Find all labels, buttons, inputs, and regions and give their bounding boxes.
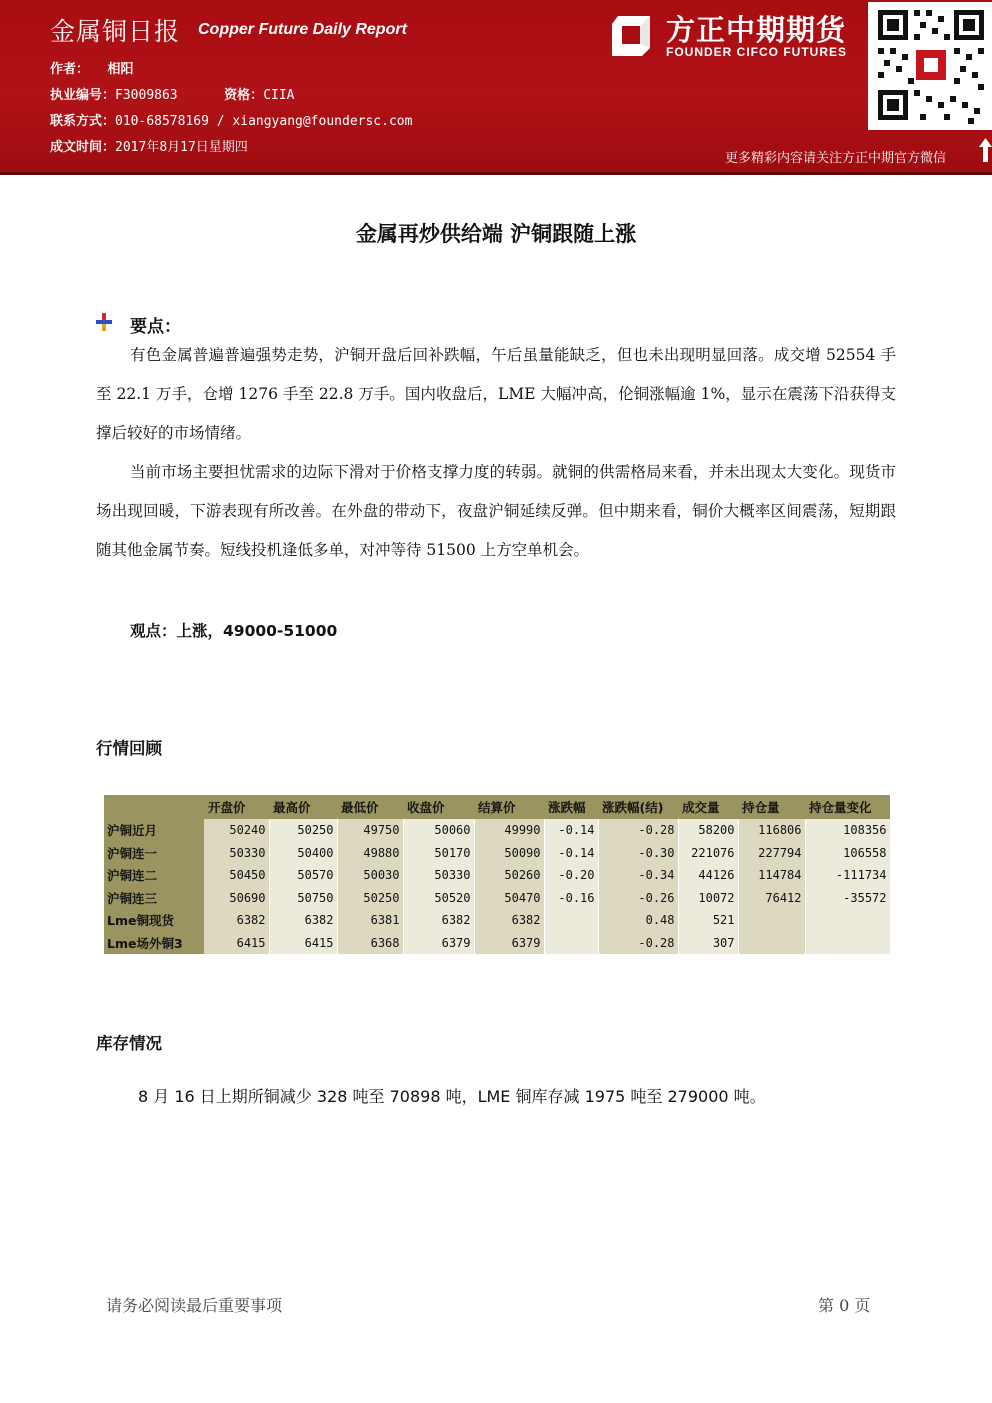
value-cell: 50450 (204, 864, 269, 887)
header-cell: 涨跌幅(结) (598, 795, 678, 819)
value-cell: -0.30 (598, 842, 678, 865)
market-table-header (104, 795, 890, 819)
contact-row (50, 110, 412, 129)
value-cell (805, 909, 890, 932)
value-cell: 6379 (474, 932, 544, 955)
header-cell: 收盘价 (403, 795, 474, 819)
header-cell: 最高价 (269, 795, 337, 819)
date-row (50, 136, 248, 155)
company-logo-icon (610, 12, 654, 56)
row-label-cell: 沪铜连二 (104, 864, 204, 887)
value-cell: 50250 (269, 819, 337, 842)
company-name-en: FOUNDER CIFCO FUTURES (666, 45, 847, 59)
analysis-paragraph-2: 当前市场主要担忧需求的边际下滑对于价格支撑力度的转弱。就铜的供需格局来看，并未出现太大变化。现货市场出现回暖，下游表现有所改善。在外盘的带动下，夜盘沪铜延续反弹。但中期来看，铜价大概率区间震荡，短期跟随其他金属节奏。短线投机逢低多单，对冲等待 51500 上方空单机会。 (96, 463, 896, 559)
keypoints-label: 要点： (130, 317, 181, 337)
report-title: 金属铜日报 (50, 17, 181, 46)
value-cell: -35572 (805, 887, 890, 910)
analysis-paragraph-1: 有色金属普遍普遍强势走势，沪铜开盘后回补跌幅，午后虽量能缺乏，但也未出现明显回落。成交增 52554 手至 22.1 万手，仓增 1276 手至 22.8 万手。国内收盘后，LME 大幅冲高，伦铜涨幅逾 1%，显示在震荡下沿获得支撑后较好的市场情绪。 (96, 346, 896, 442)
wechat-qr-code (868, 2, 992, 130)
header-cell: 结算价 (474, 795, 544, 819)
value-cell: 521 (678, 909, 738, 932)
table-row (104, 932, 890, 955)
value-cell: 50330 (204, 842, 269, 865)
header-cell (104, 795, 204, 819)
value-cell: 6368 (337, 932, 403, 955)
value-cell: -0.26 (598, 887, 678, 910)
inventory-text: 8 月 16 日上期所铜减少 328 吨至 70898 吨，LME 铜库存减 1975 吨至 279000 吨。 (138, 1087, 766, 1106)
value-cell: 50750 (269, 887, 337, 910)
value-cell (805, 932, 890, 955)
table-row (104, 819, 890, 842)
value-cell: 50250 (337, 887, 403, 910)
header-cell: 开盘价 (204, 795, 269, 819)
view-summary: 观点：上涨，49000-51000 (130, 622, 338, 640)
row-label-cell: 沪铜近月 (104, 819, 204, 842)
value-cell: 49750 (337, 819, 403, 842)
contact-value: 010-68578169 / xiangyang@foundersc.com (115, 114, 413, 129)
value-cell: 6382 (269, 909, 337, 932)
table-row (104, 887, 890, 910)
page-number: 第 0 页 (818, 1296, 871, 1315)
author-name: 相阳 (107, 62, 134, 77)
value-cell: 50400 (269, 842, 337, 865)
date-value: 2017年8月17日星期四 (115, 140, 248, 155)
market-table (104, 795, 891, 954)
value-cell: -0.28 (598, 819, 678, 842)
author-label: 作者： (50, 62, 90, 77)
value-cell: 50690 (204, 887, 269, 910)
report-subtitle: Copper Future Daily Report (198, 21, 407, 38)
header-cell: 最低价 (337, 795, 403, 819)
value-cell: 50170 (403, 842, 474, 865)
value-cell (544, 909, 598, 932)
value-cell: 116806 (738, 819, 805, 842)
row-label-cell: Lme场外铜3 (104, 932, 204, 955)
value-cell: 6382 (474, 909, 544, 932)
license-row (50, 84, 295, 103)
row-label-cell: Lme铜现货 (104, 909, 204, 932)
table-row (104, 842, 890, 865)
author-row (50, 58, 134, 77)
header-cell: 持仓量变化 (805, 795, 890, 819)
value-cell: 50090 (474, 842, 544, 865)
value-cell: 50060 (403, 819, 474, 842)
value-cell: 0.48 (598, 909, 678, 932)
license-label: 执业编号： (50, 88, 116, 103)
value-cell: 307 (678, 932, 738, 955)
row-label-cell: 沪铜连三 (104, 887, 204, 910)
value-cell: 76412 (738, 887, 805, 910)
report-header-banner (0, 0, 992, 175)
value-cell: 108356 (805, 819, 890, 842)
inventory-heading: 库存情况 (96, 1034, 162, 1053)
qualification-value: CIIA (263, 88, 295, 103)
value-cell: 6382 (204, 909, 269, 932)
value-cell: -111734 (805, 864, 890, 887)
table-row (104, 909, 890, 932)
value-cell: 227794 (738, 842, 805, 865)
market-table-body (104, 819, 890, 954)
contact-label: 联系方式： (50, 114, 116, 129)
header-cell: 成交量 (678, 795, 738, 819)
value-cell (738, 909, 805, 932)
value-cell: 50470 (474, 887, 544, 910)
company-name-cn: 方正中期期货 (666, 13, 847, 47)
value-cell: 50570 (269, 864, 337, 887)
keypoint-bullet-icon (96, 313, 112, 331)
article-title: 金属再炒供给端 沪铜跟随上涨 (355, 222, 637, 246)
header-cell: 持仓量 (738, 795, 805, 819)
value-cell: 6382 (403, 909, 474, 932)
value-cell: 50330 (403, 864, 474, 887)
value-cell: 50240 (204, 819, 269, 842)
value-cell: 58200 (678, 819, 738, 842)
value-cell: 44126 (678, 864, 738, 887)
value-cell: 10072 (678, 887, 738, 910)
qualification-label: 资格： (224, 88, 264, 103)
value-cell: 50260 (474, 864, 544, 887)
header-cell: 涨跌幅 (544, 795, 598, 819)
footer-notice: 请务必阅读最后重要事项 (106, 1296, 283, 1315)
value-cell: 6381 (337, 909, 403, 932)
value-cell: -0.28 (598, 932, 678, 955)
value-cell: -0.20 (544, 864, 598, 887)
row-label-cell: 沪铜连一 (104, 842, 204, 865)
value-cell: 49880 (337, 842, 403, 865)
license-number: F3009863 (115, 88, 178, 103)
up-arrow-icon (979, 138, 992, 162)
value-cell: -0.14 (544, 842, 598, 865)
follow-wechat-text: 更多精彩内容请关注方正中期官方微信 (725, 151, 947, 166)
value-cell: 6415 (204, 932, 269, 955)
value-cell: 221076 (678, 842, 738, 865)
value-cell: -0.16 (544, 887, 598, 910)
value-cell: -0.34 (598, 864, 678, 887)
value-cell: 6379 (403, 932, 474, 955)
date-label: 成文时间： (50, 140, 116, 155)
value-cell (544, 932, 598, 955)
company-logo (610, 8, 860, 63)
value-cell: 106558 (805, 842, 890, 865)
value-cell: 6415 (269, 932, 337, 955)
market-review-heading: 行情回顾 (96, 739, 162, 758)
value-cell: 50520 (403, 887, 474, 910)
value-cell (738, 932, 805, 955)
value-cell: 50030 (337, 864, 403, 887)
table-row (104, 864, 890, 887)
value-cell: 114784 (738, 864, 805, 887)
qr-code-icon (868, 2, 992, 130)
value-cell: 49990 (474, 819, 544, 842)
value-cell: -0.14 (544, 819, 598, 842)
